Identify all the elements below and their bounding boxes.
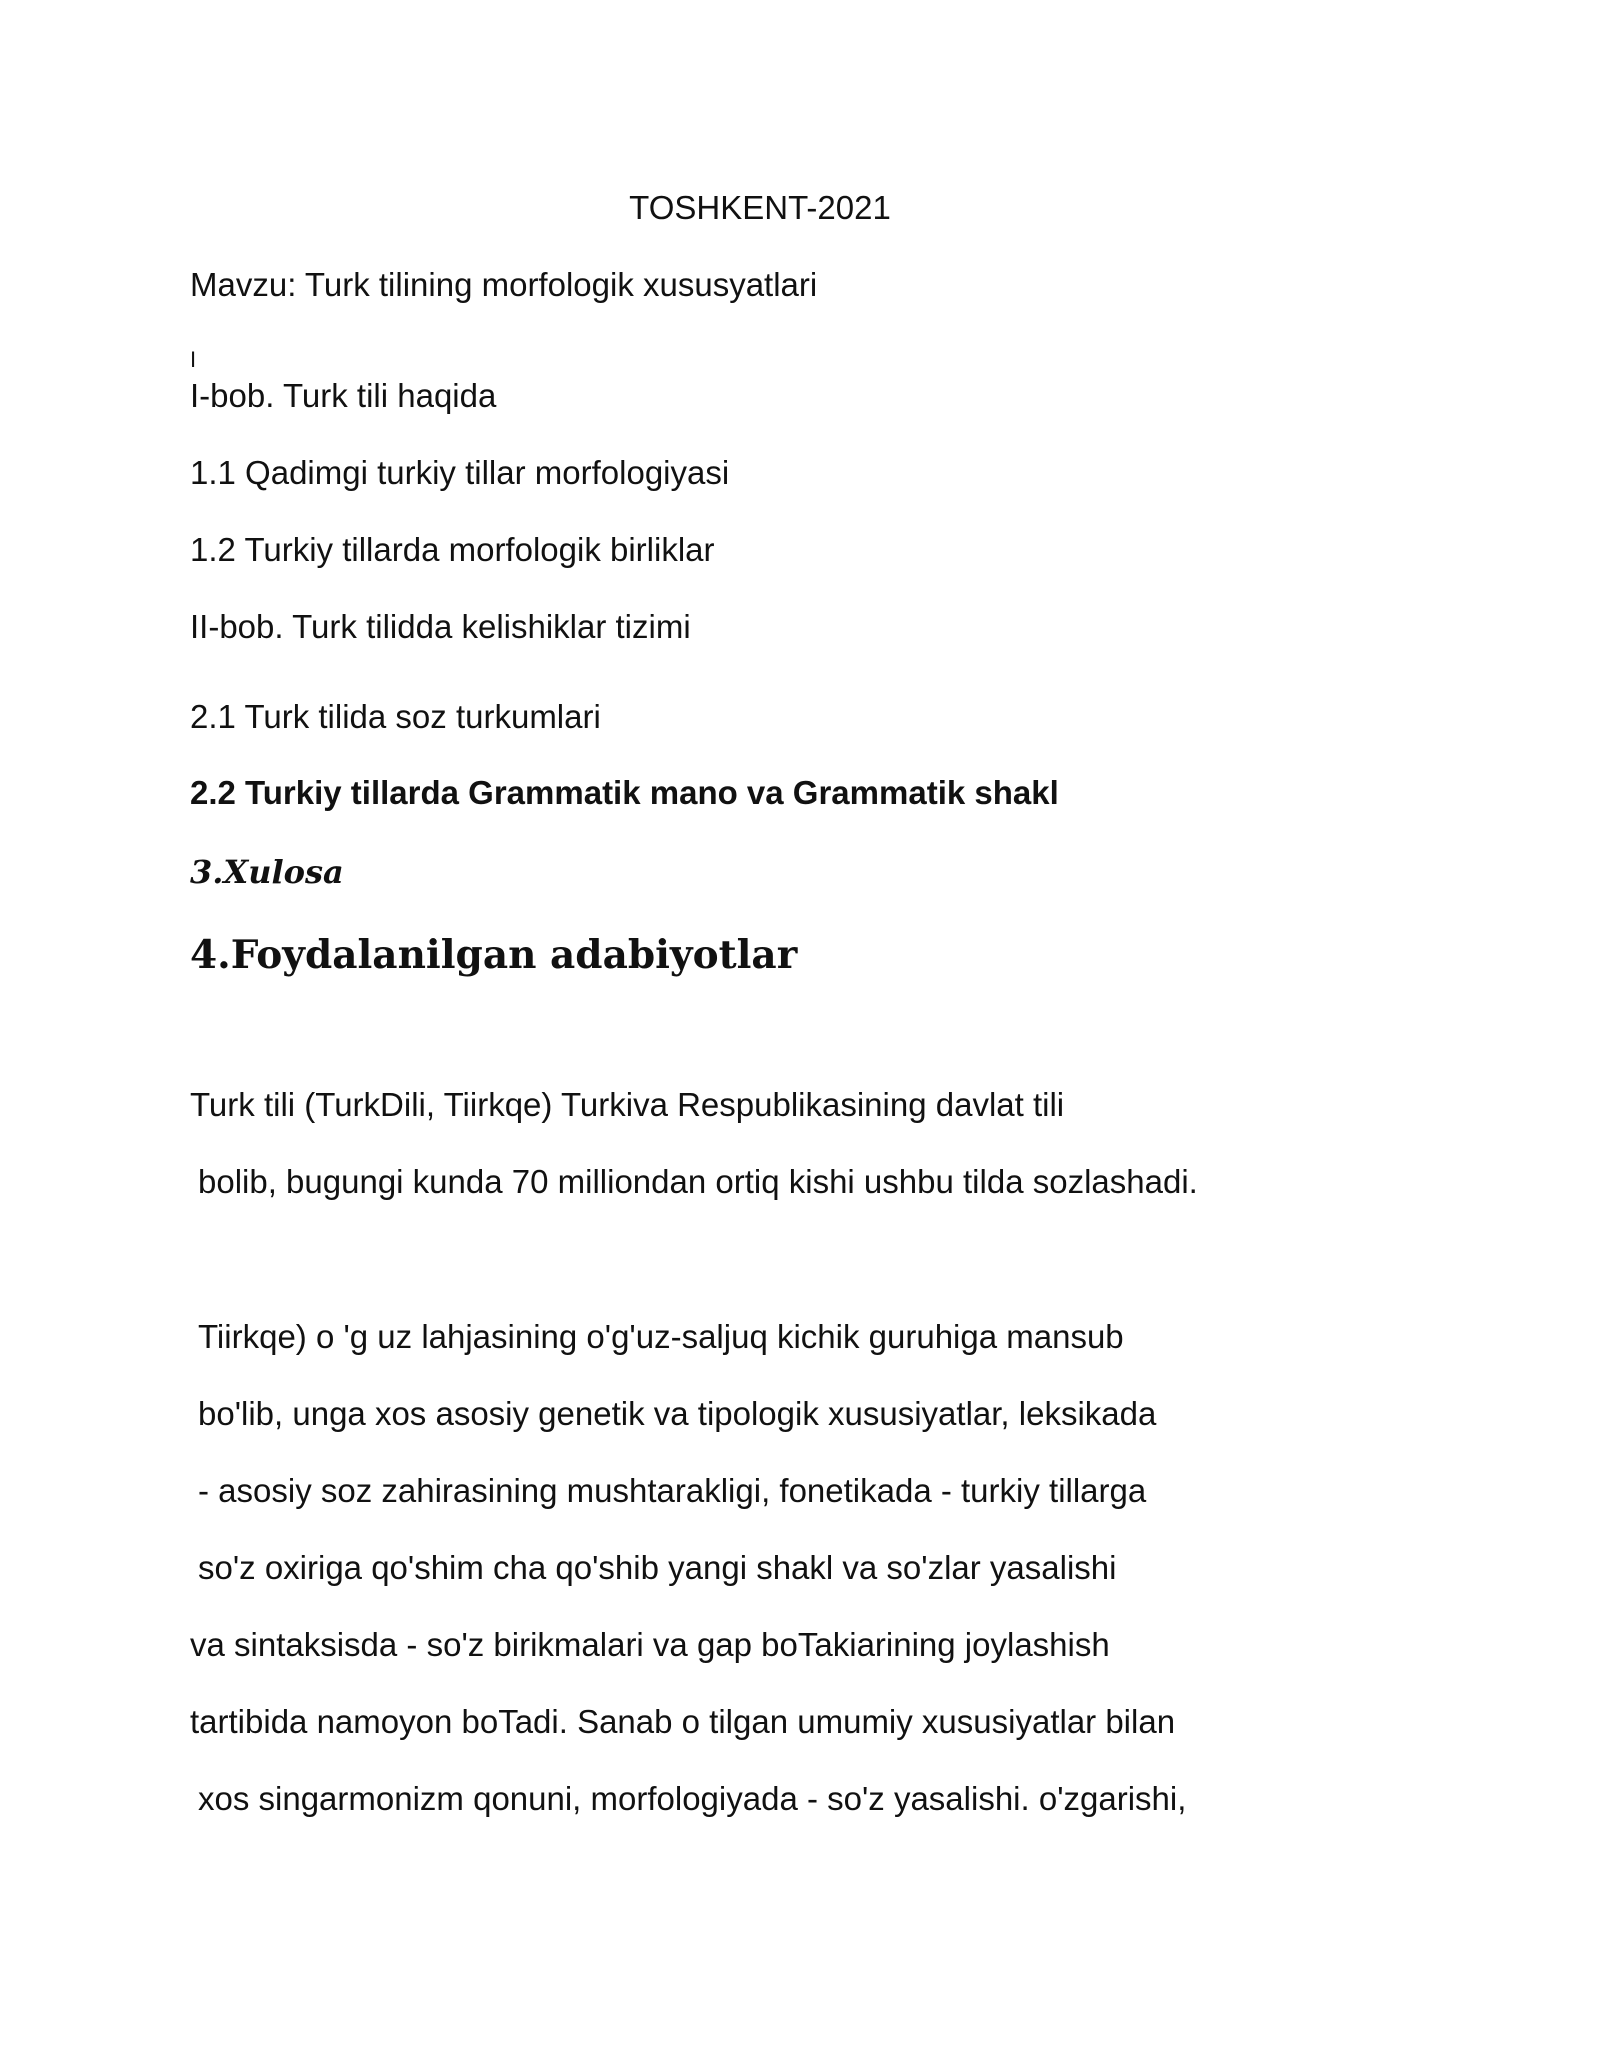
paragraph-2-line-1: Tiirkqe) o 'g uz lahjasining o'g'uz-saljuq kichik guruhiga mansub — [198, 1318, 1124, 1355]
contents-item-1-2: 1.2 Turkiy tillarda morfologik birliklar — [190, 531, 715, 568]
contents-item-2-1: 2.1 Turk tilida soz turkumlari — [190, 698, 601, 735]
contents-item-references: 4.Foydalanilgan adabiyotlar — [190, 932, 798, 978]
paragraph-2-line-5: va sintaksisda - so'z birikmalari va gap boTakiarining joylashish — [190, 1626, 1110, 1663]
paragraph-2-line-7: xos singarmonizm qonuni, morfologiyada - so'z yasalishi. o'zgarishi, — [198, 1780, 1187, 1817]
topic-line: Mavzu: Turk tilining morfologik xususyatlari — [190, 266, 818, 303]
contents-item-2-2: 2.2 Turkiy tillarda Grammatik mano va Grammatik shakl — [190, 774, 1059, 811]
paragraph-1-line-2: bolib, bugungi kunda 70 milliondan ortiq kishi ushbu tilda sozlashadi. — [198, 1163, 1198, 1200]
contents-item-1-1: 1.1 Qadimgi turkiy tillar morfologiyasi — [190, 454, 730, 491]
stray-mark: I — [190, 347, 197, 372]
contents-item-chapter-1: I-bob. Turk tili haqida — [190, 377, 497, 414]
city-year: TOSHKENT-2021 — [629, 189, 891, 226]
paragraph-2-line-3: - asosiy soz zahirasining mushtarakligi, fonetikada - turkiy tillarga — [198, 1472, 1147, 1509]
contents-item-conclusion: 3.Xulosa — [190, 853, 344, 891]
paragraph-1-line-1: Turk tili (TurkDili, Tiirkqe) Turkiva Respublikasining davlat tili — [190, 1086, 1065, 1123]
paragraph-2-line-2: bo'lib, unga xos asosiy genetik va tipologik xususiyatlar, leksikada — [198, 1395, 1157, 1432]
paragraph-2-line-6: tartibida namoyon boTadi. Sanab o tilgan umumiy xususiyatlar bilan — [190, 1703, 1176, 1740]
paragraph-2-line-4: so'z oxiriga qo'shim cha qo'shib yangi shakl va so'zlar yasalishi — [198, 1549, 1117, 1586]
contents-item-chapter-2: II-bob. Turk tilidda kelishiklar tizimi — [190, 608, 691, 645]
